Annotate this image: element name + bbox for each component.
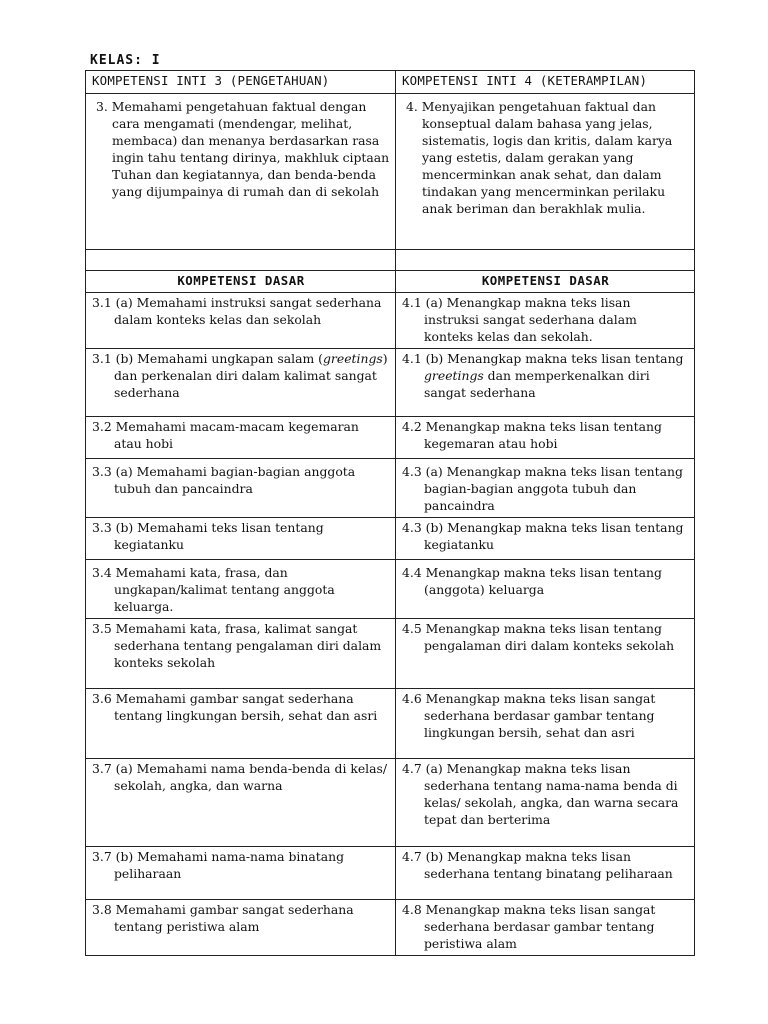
kd4-item: 4.5 Menangkap makna teks lisan tentang pengalaman diri dalam konteks sekolah — [402, 621, 675, 653]
kd4-item: 4.7 (b) Menangkap makna teks lisan sederhana tentang binatang peliharaan — [402, 849, 673, 881]
kd-header-right: KOMPETENSI DASAR — [396, 271, 695, 293]
kd3-item: 3.5 Memahami kata, frasa, kalimat sangat sederhana tentang pengalaman diri dalam konteks sekolah — [92, 621, 382, 670]
ki3-header: KOMPETENSI INTI 3 (PENGETAHUAN) — [86, 71, 396, 94]
kd3-item: 3.7 (a) Memahami nama benda-benda di kelas/ sekolah, angka, dan warna — [92, 761, 388, 793]
table-row — [86, 689, 695, 759]
kd3-item: 3.7 (b) Memahami nama-nama binatang peliharaan — [92, 849, 345, 881]
kd3-item: 3.1 (a) Memahami instruksi sangat sederhana dalam konteks kelas dan sekolah — [92, 295, 382, 327]
kd3-item: 3.1 (b) Memahami ungkapan salam (greetings) dan perkenalan diri dalam kalimat sangat sederhana — [92, 351, 388, 400]
kd4-item: 4.3 (a) Menangkap makna teks lisan tentang bagian-bagian anggota tubuh dan pancaindra — [402, 464, 683, 513]
kd3-item: 3.8 Memahami gambar sangat sederhana tentang peristiwa alam — [92, 902, 354, 934]
class-heading: KELAS: I — [90, 53, 161, 68]
kd4-item: 4.7 (a) Menangkap makna teks lisan sederhana tentang nama-nama benda di kelas/ sekolah, angka, dan warna secara tepat dan berterima — [402, 761, 679, 827]
table-row — [86, 293, 695, 349]
kd4-item: 4.3 (b) Menangkap makna teks lisan tentang kegiatanku — [402, 520, 684, 552]
ki4-text: 4. Menyajikan pengetahuan faktual dan konseptual dalam bahasa yang jelas, sistematis, logis dan kritis, dalam karya yang estetis, dalam gerakan yang mencerminkan anak sehat, dan dalam tindakan yang mencerminkan perilaku anak beriman dan berakhlak mulia. — [406, 99, 673, 216]
table-row — [86, 518, 695, 560]
competency-table — [85, 70, 695, 956]
kd4-item: 4.4 Menangkap makna teks lisan tentang (anggota) keluarga — [402, 565, 662, 597]
table-row — [86, 619, 695, 689]
spacer-row — [86, 250, 695, 271]
table-row — [86, 417, 695, 459]
table-row — [86, 349, 695, 417]
table-row — [86, 900, 695, 956]
ki-text-row — [86, 94, 695, 250]
kd-header-left: KOMPETENSI DASAR — [86, 271, 396, 293]
table-row — [86, 560, 695, 619]
kd-header-row — [86, 271, 695, 293]
kd3-item: 3.3 (a) Memahami bagian-bagian anggota tubuh dan pancaindra — [92, 464, 356, 496]
table-row — [86, 847, 695, 900]
ki3-text: 3. Memahami pengetahuan faktual dengan cara mengamati (mendengar, melihat, membaca) dan menanya berdasarkan rasa ingin tahu tentang dirinya, makhluk ciptaan Tuhan dan kegiatannya, dan benda-benda yang dijumpainya di rumah dan di sekolah — [96, 99, 390, 199]
kd4-item: 4.1 (a) Menangkap makna teks lisan instruksi sangat sederhana dalam konteks kelas dan sekolah. — [402, 295, 637, 344]
table-row — [86, 459, 695, 518]
kd3-item: 3.6 Memahami gambar sangat sederhana tentang lingkungan bersih, sehat dan asri — [92, 691, 378, 723]
table-row — [86, 759, 695, 847]
kd4-item: 4.2 Menangkap makna teks lisan tentang kegemaran atau hobi — [402, 419, 662, 451]
kd4-item: 4.8 Menangkap makna teks lisan sangat sederhana berdasar gambar tentang peristiwa alam — [402, 902, 656, 951]
kd4-item: 4.1 (b) Menangkap makna teks lisan tentang greetings dan memperkenalkan diri sangat sederhana — [402, 351, 684, 400]
kd3-item: 3.2 Memahami macam-macam kegemaran atau hobi — [92, 419, 359, 451]
ki-header-row — [86, 71, 695, 94]
kd3-item: 3.4 Memahami kata, frasa, dan ungkapan/kalimat tentang anggota keluarga. — [92, 565, 335, 614]
ki4-header: KOMPETENSI INTI 4 (KETERAMPILAN) — [396, 71, 695, 94]
kd3-item: 3.3 (b) Memahami teks lisan tentang kegiatanku — [92, 520, 324, 552]
kd4-item: 4.6 Menangkap makna teks lisan sangat sederhana berdasar gambar tentang lingkungan bersih, sehat dan asri — [402, 691, 656, 740]
